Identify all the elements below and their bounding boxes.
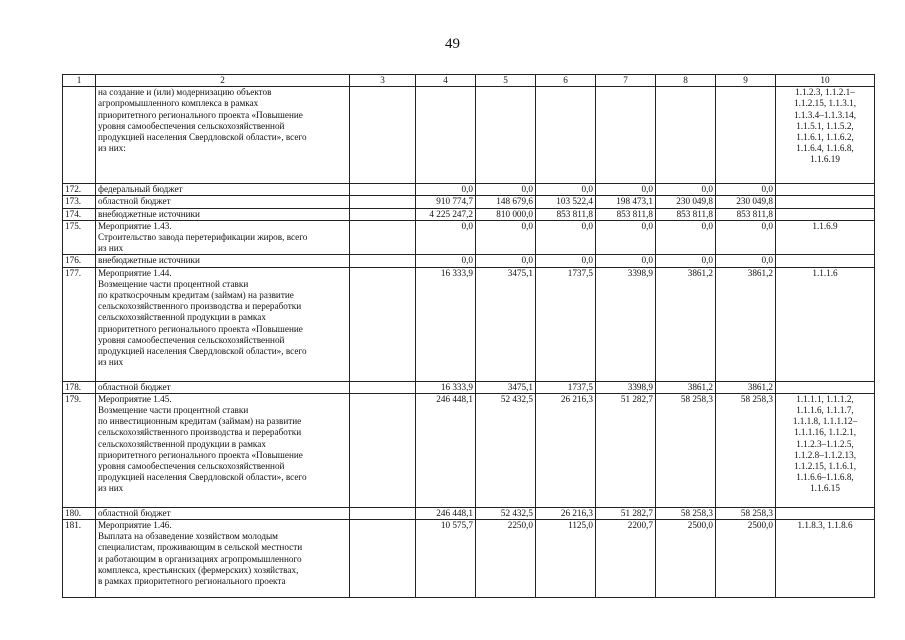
column-header-7: 7 <box>596 75 656 87</box>
col4-cell: 10 575,7 <box>416 520 476 598</box>
col5-cell: 810 000,0 <box>476 208 536 220</box>
col9-cell: 0,0 <box>716 220 776 255</box>
col4-cell: 0,0 <box>416 184 476 196</box>
table-row <box>63 208 875 220</box>
col9-cell: 3861,2 <box>716 381 776 393</box>
column-header-10: 10 <box>776 75 875 87</box>
col3-cell <box>350 87 416 184</box>
column-header-8: 8 <box>656 75 716 87</box>
col7-cell: 51 282,7 <box>596 393 656 507</box>
col6-cell: 1737,5 <box>536 267 596 381</box>
col6-cell: 853 811,8 <box>536 208 596 220</box>
col9-cell: 0,0 <box>716 255 776 267</box>
row-number: 173. <box>63 196 96 208</box>
col9-cell: 853 811,8 <box>716 208 776 220</box>
col10-cell: 1.1.1.6 <box>776 267 875 381</box>
row-number: 172. <box>63 184 96 196</box>
row-number: 180. <box>63 507 96 519</box>
col6-cell: 103 522,4 <box>536 196 596 208</box>
row-name: внебюджетные источники <box>96 255 350 267</box>
col3-cell <box>350 520 416 598</box>
col5-cell: 148 679,6 <box>476 196 536 208</box>
col6-cell: 26 216,3 <box>536 393 596 507</box>
col7-cell: 198 473,1 <box>596 196 656 208</box>
col4-cell: 4 225 247,2 <box>416 208 476 220</box>
col10-cell: 1.1.1.1, 1.1.1.2, 1.1.1.6, 1.1.1.7, 1.1.1.8, 1.1.1.12– 1.1.1.16, 1.1.2.1, 1.1.2.3–1.1.2.5, 1.1.2.8–1.1.2.13, 1.1.2.15, 1.1.6.1, 1.1.6.6–1.1.6.8, 1.1.6.15 <box>776 393 875 507</box>
col6-cell: 1737,5 <box>536 381 596 393</box>
col5-cell <box>476 87 536 184</box>
col3-cell <box>350 220 416 255</box>
table-row <box>63 381 875 393</box>
col10-cell <box>776 381 875 393</box>
row-name: областной бюджет <box>96 507 350 519</box>
col3-cell <box>350 196 416 208</box>
row-name: на создание и (или) модернизацию объектов агропромышленного комплекса в рамках приоритетного регионального проекта «Повышение уровня самообеспечения сельскохозяйственной продукцией населения Свердловской области», всего из них: <box>96 87 350 184</box>
col7-cell: 51 282,7 <box>596 507 656 519</box>
col8-cell: 853 811,8 <box>656 208 716 220</box>
row-number: 176. <box>63 255 96 267</box>
table-row <box>63 267 875 381</box>
col8-cell: 3861,2 <box>656 381 716 393</box>
budget-table <box>62 74 875 598</box>
col5-cell: 52 432,5 <box>476 393 536 507</box>
col8-cell <box>656 87 716 184</box>
col4-cell: 910 774,7 <box>416 196 476 208</box>
row-number: 175. <box>63 220 96 255</box>
col10-cell <box>776 255 875 267</box>
col10-cell <box>776 196 875 208</box>
col8-cell: 230 049,8 <box>656 196 716 208</box>
column-header-6: 6 <box>536 75 596 87</box>
col7-cell: 853 811,8 <box>596 208 656 220</box>
col4-cell <box>416 87 476 184</box>
col9-cell: 2500,0 <box>716 520 776 598</box>
row-number: 174. <box>63 208 96 220</box>
col10-cell: 1.1.8.3, 1.1.8.6 <box>776 520 875 598</box>
page-number: 49 <box>445 36 460 52</box>
col8-cell: 3861,2 <box>656 267 716 381</box>
col8-cell: 58 258,3 <box>656 393 716 507</box>
table-row <box>63 507 875 519</box>
row-name: Мероприятие 1.46. Выплата на обзаведение хозяйством молодым специалистам, проживающим в сельской местности и работающим в организациях агропромышленного комплекса, крестьянских (фермерских) хозяйствах, в рамках приоритетного регионального проекта <box>96 520 350 598</box>
col7-cell <box>596 87 656 184</box>
col9-cell <box>716 87 776 184</box>
col5-cell: 3475,1 <box>476 267 536 381</box>
table-row <box>63 87 875 184</box>
table-row <box>63 520 875 598</box>
column-header-9: 9 <box>716 75 776 87</box>
col8-cell: 2500,0 <box>656 520 716 598</box>
col8-cell: 0,0 <box>656 184 716 196</box>
col5-cell: 52 432,5 <box>476 507 536 519</box>
row-number <box>63 87 96 184</box>
column-header-3: 3 <box>350 75 416 87</box>
row-name: областной бюджет <box>96 196 350 208</box>
col9-cell: 3861,2 <box>716 267 776 381</box>
col8-cell: 0,0 <box>656 255 716 267</box>
column-header-5: 5 <box>476 75 536 87</box>
col5-cell: 0,0 <box>476 255 536 267</box>
col9-cell: 58 258,3 <box>716 507 776 519</box>
col6-cell: 26 216,3 <box>536 507 596 519</box>
col4-cell: 16 333,9 <box>416 381 476 393</box>
row-number: 179. <box>63 393 96 507</box>
col7-cell: 0,0 <box>596 184 656 196</box>
col6-cell: 1125,0 <box>536 520 596 598</box>
col8-cell: 58 258,3 <box>656 507 716 519</box>
row-name: Мероприятие 1.45. Возмещение части процентной ставки по инвестиционным кредитам (займам) на развитие сельскохозяйственного производства и переработки сельскохозяйственной продукции в рамках приоритетного регионального проекта «Повышение уровня самообеспечения сельскохозяйственной продукцией населения Свердловской области», всего из них <box>96 393 350 507</box>
row-number: 181. <box>63 520 96 598</box>
col3-cell <box>350 184 416 196</box>
row-name: Мероприятие 1.44. Возмещение части процентной ставки по краткосрочным кредитам (займам) на развитие сельскохозяйственного производства и переработки сельскохозяйственной продукции в рамках приоритетного регионального проекта «Повышение уровня самообеспечения сельскохозяйственной продукцией населения Свердловской области», всего из них <box>96 267 350 381</box>
col10-cell <box>776 208 875 220</box>
row-name: Мероприятие 1.43. Строительство завода перетерификации жиров, всего из них <box>96 220 350 255</box>
table-row <box>63 255 875 267</box>
col10-cell: 1.1.6.9 <box>776 220 875 255</box>
col9-cell: 230 049,8 <box>716 196 776 208</box>
col9-cell: 0,0 <box>716 184 776 196</box>
row-number: 178. <box>63 381 96 393</box>
col10-cell: 1.1.2.3, 1.1.2.1– 1.1.2.15, 1.1.3.1, 1.1.3.4–1.1.3.14, 1.1.5.1, 1.1.5.2, 1.1.6.1, 1.1.6.2, 1.1.6.4, 1.1.6.8, 1.1.6.19 <box>776 87 875 184</box>
column-header-2: 2 <box>96 75 350 87</box>
col3-cell <box>350 208 416 220</box>
col4-cell: 246 448,1 <box>416 393 476 507</box>
row-number: 177. <box>63 267 96 381</box>
table-row <box>63 220 875 255</box>
row-name: федеральный бюджет <box>96 184 350 196</box>
table-row <box>63 196 875 208</box>
col3-cell <box>350 255 416 267</box>
col5-cell: 2250,0 <box>476 520 536 598</box>
column-header-4: 4 <box>416 75 476 87</box>
col3-cell <box>350 267 416 381</box>
col6-cell: 0,0 <box>536 255 596 267</box>
col7-cell: 0,0 <box>596 220 656 255</box>
col3-cell <box>350 507 416 519</box>
col5-cell: 0,0 <box>476 184 536 196</box>
col6-cell <box>536 87 596 184</box>
col7-cell: 0,0 <box>596 255 656 267</box>
col10-cell <box>776 184 875 196</box>
col5-cell: 0,0 <box>476 220 536 255</box>
col7-cell: 3398,9 <box>596 267 656 381</box>
table-row <box>63 184 875 196</box>
row-name: областной бюджет <box>96 381 350 393</box>
header-row <box>63 75 875 87</box>
col4-cell: 16 333,9 <box>416 267 476 381</box>
col5-cell: 3475,1 <box>476 381 536 393</box>
col7-cell: 2200,7 <box>596 520 656 598</box>
col6-cell: 0,0 <box>536 184 596 196</box>
col4-cell: 246 448,1 <box>416 507 476 519</box>
col3-cell <box>350 381 416 393</box>
col3-cell <box>350 393 416 507</box>
column-header-1: 1 <box>63 75 96 87</box>
col4-cell: 0,0 <box>416 255 476 267</box>
col9-cell: 58 258,3 <box>716 393 776 507</box>
col6-cell: 0,0 <box>536 220 596 255</box>
col8-cell: 0,0 <box>656 220 716 255</box>
col4-cell: 0,0 <box>416 220 476 255</box>
col10-cell <box>776 507 875 519</box>
row-name: внебюджетные источники <box>96 208 350 220</box>
col7-cell: 3398,9 <box>596 381 656 393</box>
table-row <box>63 393 875 507</box>
